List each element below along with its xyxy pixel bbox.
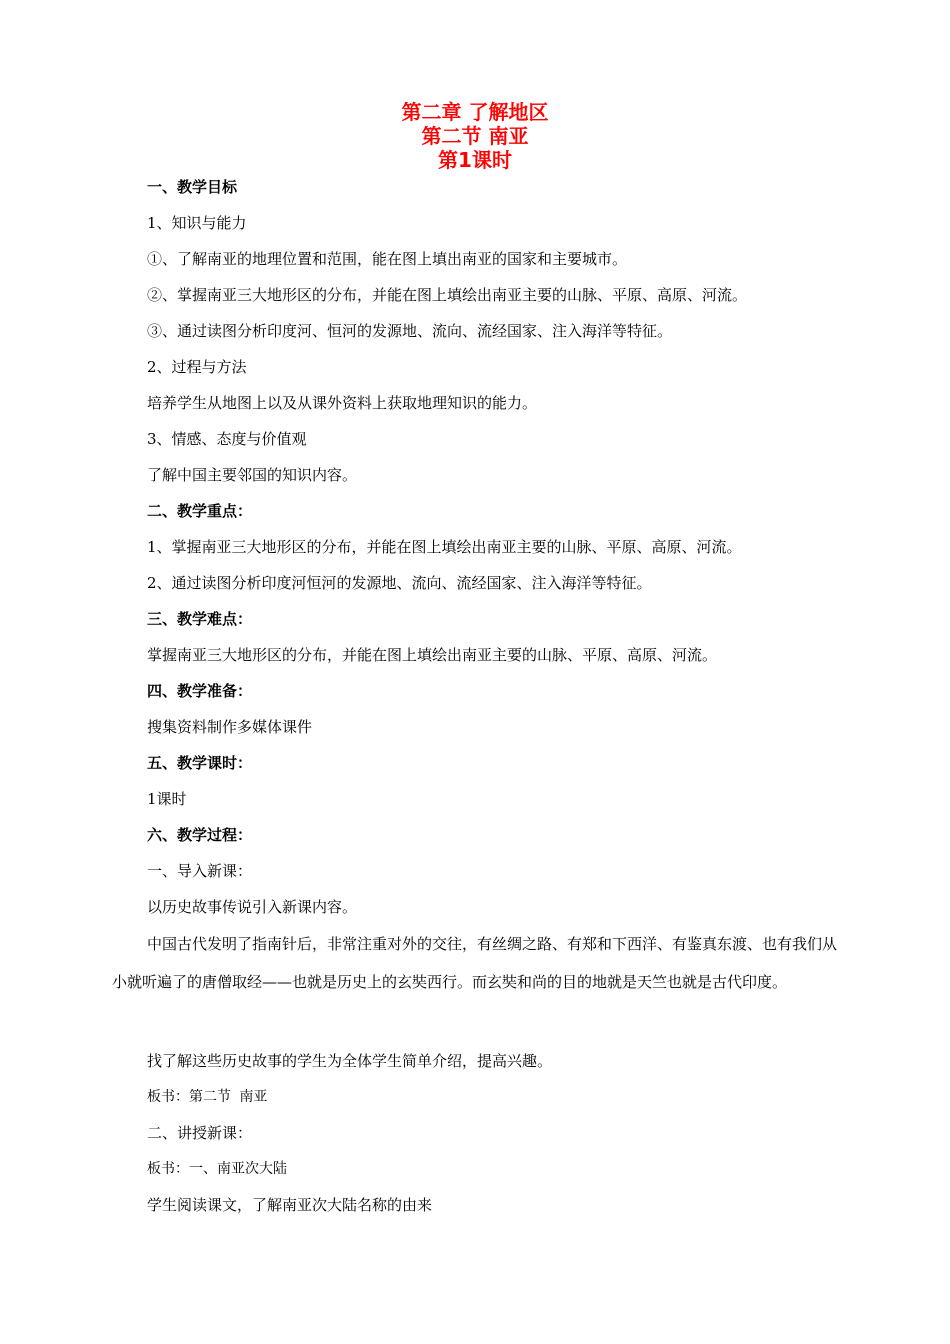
student-intro-text: 找了解这些历史故事的学生为全体学生简单介绍，提高兴趣。 (147, 1052, 553, 1070)
subheading-attitude: 3、情感、态度与价值观 (147, 430, 307, 448)
blackboard-note-1: 板书：第二节 南亚 (147, 1089, 268, 1105)
section-title: 第二节 南亚 (421, 124, 529, 148)
process-text: 培养学生从地图上以及从课外资料上获取地理知识的能力。 (147, 394, 538, 412)
heading-difficulties: 三、教学难点： (147, 610, 253, 628)
heading-teaching-process: 六、教学过程： (147, 826, 253, 844)
difficulty-text: 掌握南亚三大地形区的分布，并能在图上填绘出南亚主要的山脉、平原、高原、河流。 (147, 646, 718, 664)
heading-preparation: 四、教学准备： (147, 682, 253, 700)
heading-key-points: 二、教学重点： (147, 502, 253, 520)
attitude-text: 了解中国主要邻国的知识内容。 (147, 466, 358, 484)
preparation-text: 搜集资料制作多媒体课件 (147, 718, 313, 736)
goal-item-2: ②、掌握南亚三大地形区的分布，并能在图上填绘出南亚主要的山脉、平原、高原、河流。 (147, 286, 748, 304)
subheading-process: 2、过程与方法 (147, 358, 247, 376)
reading-text: 学生阅读课文，了解南亚次大陆名称的由来 (147, 1196, 433, 1214)
story-paragraph: 中国古代发明了指南针后，非常注重对外的交往，有丝绸之路、有郑和下西洋、有鉴真东渡、也有我们从小就听遍了的唐僧取经——也就是历史上的玄奘西行。而玄奘和尚的目的地就是天竺也就是古代印度。 (112, 935, 838, 991)
class-hours-text: 1课时 (147, 790, 187, 808)
key-point-1: 1、掌握南亚三大地形区的分布，并能在图上填绘出南亚主要的山脉、平原、高原、河流。 (147, 538, 742, 556)
document-title (0, 100, 950, 172)
key-point-2: 2、通过读图分析印度河恒河的发源地、流向、流经国家、注入海洋等特征。 (147, 574, 652, 592)
heading-teaching-goals: 一、教学目标 (147, 178, 238, 196)
step-intro-heading: 一、导入新课： (147, 862, 253, 880)
chapter-title: 第二章 了解地区 (401, 100, 549, 124)
goal-item-3: ③、通过读图分析印度河、恒河的发源地、流向、流经国家、注入海洋等特征。 (147, 322, 673, 340)
heading-class-hours: 五、教学课时： (147, 754, 253, 772)
blackboard-note-2: 板书：一、南亚次大陆 (147, 1161, 287, 1177)
step-intro-text: 以历史故事传说引入新课内容。 (147, 898, 358, 916)
subheading-knowledge: 1、知识与能力 (147, 214, 247, 232)
step-teach-heading: 二、讲授新课： (147, 1124, 253, 1142)
goal-item-1: ①、了解南亚的地理位置和范围，能在图上填出南亚的国家和主要城市。 (147, 250, 628, 268)
lesson-title: 第1课时 (438, 148, 512, 172)
